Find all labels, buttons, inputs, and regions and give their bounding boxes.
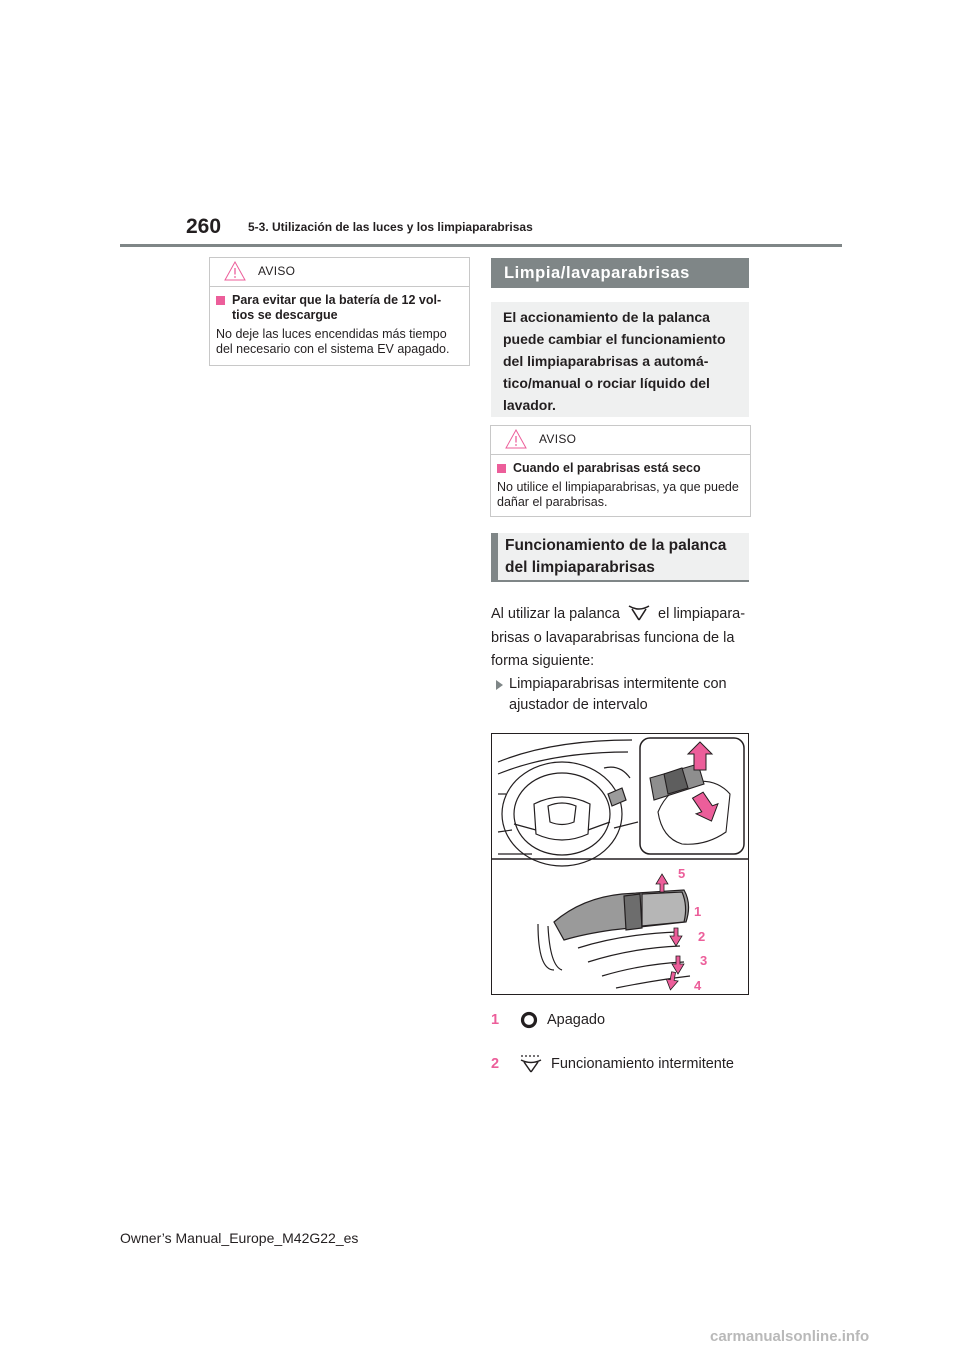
legend-number: 1: [491, 1012, 500, 1028]
aviso-box-dry-windshield: [490, 425, 751, 517]
page-number: 260: [186, 215, 222, 238]
header-rule: [120, 244, 842, 247]
legend-text: Funcionamiento intermitente: [551, 1056, 734, 1072]
callout-number: 4: [694, 978, 702, 993]
legend-item-intermittent: [491, 1054, 734, 1074]
legend-text: Apagado: [547, 1012, 606, 1028]
triangle-bullet-icon: [496, 680, 503, 690]
legend-number: 2: [491, 1056, 500, 1072]
list-item-text: Limpiaparabrisas intermitente con ajustador de intervalo: [509, 676, 727, 713]
sub-heading: Funcionamiento de la palanca del limpiaparabrisas: [491, 533, 749, 582]
warning-triangle-icon: [224, 261, 246, 281]
intro-summary: El accionamiento de la palanca puede cambiar el funcionamiento del limpiaparabrisas a automá-tico/manual o rociar líquido del lavador.: [491, 302, 749, 417]
aviso-label: AVISO: [539, 432, 577, 446]
aviso-label: AVISO: [258, 264, 296, 278]
watermark: carmanualsonline.info: [710, 1328, 870, 1345]
aviso-body-text: No deje las luces encendidas más tiempo del necesario con el sistema EV apagado.: [216, 327, 450, 356]
body-paragraph: [491, 603, 753, 674]
aviso-body-text: No utilice el limpiaparabrisas, ya que puede dañar el parabrisas.: [497, 480, 739, 509]
wiper-intermittent-icon: [519, 1054, 543, 1074]
section-banner: Limpia/lavaparabrisas: [491, 258, 749, 288]
callout-number: 3: [700, 953, 708, 968]
callout-number: 1: [694, 904, 702, 919]
list-item: [491, 674, 753, 716]
paragraph-text-after: el limpiapara-brisas o lavaparabrisas funciona de la forma siguiente:: [491, 606, 746, 669]
square-bullet-icon: [216, 296, 225, 305]
callout-number: 5: [678, 866, 686, 881]
callout-number: 2: [698, 929, 706, 944]
illustration-drawing: [492, 734, 748, 994]
off-ring-icon: [519, 1011, 539, 1029]
wiper-lever-illustration: [491, 733, 749, 995]
aviso-title: Cuando el parabrisas está seco: [513, 461, 701, 475]
warning-triangle-icon: [505, 429, 527, 449]
square-bullet-icon: [497, 464, 506, 473]
aviso-header: [210, 258, 469, 287]
aviso-header: [491, 426, 750, 455]
legend-item-off: [491, 1011, 605, 1029]
aviso-box-battery: [209, 257, 470, 366]
wiper-icon: [627, 603, 651, 623]
footer-text: Owner’s Manual_Europe_M42G22_es: [120, 1230, 359, 1246]
aviso-title: Para evitar que la batería de 12 vol-tios se descargue: [232, 293, 442, 322]
paragraph-text-before: Al utilizar la palanca: [491, 606, 620, 622]
section-header: 5-3. Utilización de las luces y los limpiaparabrisas: [248, 220, 533, 234]
